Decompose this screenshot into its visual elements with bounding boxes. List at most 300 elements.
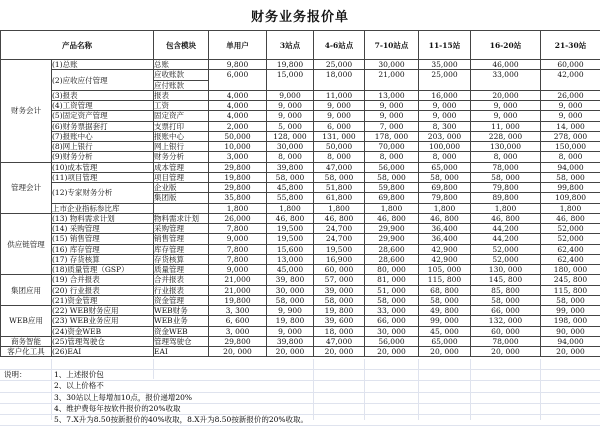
module-name: 合并报表 [154, 275, 209, 285]
table-row [1, 162, 600, 172]
price-cell: 62,400 [541, 244, 600, 254]
table-row [1, 285, 600, 295]
price-cell: 44,200 [471, 234, 541, 244]
price-cell: 109,800 [541, 193, 600, 203]
table-row [1, 244, 600, 254]
price-cell: 20, 000 [314, 347, 365, 357]
price-cell: 89,800 [471, 193, 541, 203]
module-name: 网上银行 [154, 142, 209, 152]
price-cell: 9, 900 [267, 306, 314, 316]
price-cell: 79,800 [419, 193, 471, 203]
module-name [154, 203, 209, 213]
product-name: (6)财务票据套打 [52, 121, 154, 131]
note-row-3 [0, 393, 600, 404]
header-7-10-sites: 7-10站点 [365, 31, 419, 60]
price-cell: 15,600 [267, 244, 314, 254]
table-row [1, 203, 600, 213]
table-row [1, 183, 600, 193]
price-cell: 90, 000 [541, 326, 600, 336]
price-cell: 18,000 [314, 70, 365, 91]
group-supply: 供应链管理 [1, 213, 52, 275]
price-cell: 13,000 [365, 90, 419, 100]
price-cell: 35,800 [209, 193, 267, 203]
table-row [1, 224, 600, 234]
price-cell: 46, 800 [267, 213, 314, 223]
price-cell: 61,800 [314, 193, 365, 203]
module-name: WEB业务 [154, 316, 209, 326]
price-cell: 9, 000 [419, 111, 471, 121]
price-cell: 50,000 [314, 142, 365, 152]
price-cell: 78,000 [471, 162, 541, 172]
price-cell: 7, 000 [365, 121, 419, 131]
price-cell: 19,500 [314, 244, 365, 254]
product-name: (13) 物料需求计划 [52, 213, 154, 223]
price-cell: 28,600 [365, 254, 419, 264]
title-row [0, 0, 600, 31]
price-cell: 99, 000 [419, 316, 471, 326]
product-name: (14) 采购管理 [52, 224, 154, 234]
header-product-name: 产品名称 [1, 31, 154, 60]
header-16-20-sites: 16-20站 [471, 31, 541, 60]
price-cell: 20, 000 [209, 347, 267, 357]
price-cell: 58, 000 [471, 295, 541, 305]
price-cell: 16,900 [314, 254, 365, 264]
table-row [1, 316, 600, 326]
price-cell: 178, 000 [365, 131, 419, 141]
price-cell: 1,800 [209, 203, 267, 213]
price-cell: 131, 000 [314, 131, 365, 141]
product-name: (1)总账 [52, 60, 154, 70]
product-name: (17) 存货核算 [52, 254, 154, 264]
price-cell: 29,900 [365, 234, 419, 244]
product-name: (2)应收应付管理 [52, 70, 154, 91]
price-cell: 60, 000 [471, 326, 541, 336]
product-name: 上市企业指标参比库 [52, 203, 154, 213]
note-blank-row [0, 359, 600, 370]
price-cell: 8, 000 [471, 152, 541, 162]
price-cell: 58, 000 [267, 295, 314, 305]
group-finance: 财务会计 [1, 60, 52, 163]
product-name: (21)资金管理 [52, 295, 154, 305]
table-row [1, 111, 600, 121]
grid-line [364, 359, 365, 420]
grid-line [313, 359, 314, 420]
price-cell: 36,400 [419, 224, 471, 234]
price-cell: 58, 000 [314, 295, 365, 305]
price-cell: 9,800 [209, 60, 267, 70]
table-row [1, 121, 600, 131]
price-cell: 62,400 [541, 254, 600, 264]
price-cell: 4,000 [209, 90, 267, 100]
grid-line [470, 359, 471, 420]
price-cell: 8, 000 [541, 152, 600, 162]
price-cell: 39, 600 [314, 316, 365, 326]
price-cell: 128, 000 [267, 131, 314, 141]
price-cell: 45,800 [267, 183, 314, 193]
product-name: (26)EAI [52, 347, 154, 357]
price-cell: 46, 800 [419, 213, 471, 223]
module-name: 应付账款 [154, 80, 209, 90]
price-cell: 9,000 [267, 90, 314, 100]
price-cell: 19, 800 [267, 316, 314, 326]
price-cell: 2,000 [209, 121, 267, 131]
table-row [1, 152, 600, 162]
price-cell: 29,800 [209, 162, 267, 172]
grid-line [540, 359, 541, 420]
product-name: (22) WEB财务应用 [52, 306, 154, 316]
price-cell: 8, 000 [365, 152, 419, 162]
module-name: 集团版 [154, 193, 209, 203]
price-cell: 51,800 [314, 183, 365, 193]
price-cell: 30,000 [267, 142, 314, 152]
price-cell: 30,000 [365, 60, 419, 70]
price-cell: 39,800 [267, 336, 314, 346]
price-cell: 115, 800 [419, 275, 471, 285]
price-cell: 9, 000 [314, 101, 365, 111]
price-cell: 180, 000 [541, 265, 600, 275]
price-cell: 9, 000 [365, 111, 419, 121]
price-cell: 6,000 [209, 70, 267, 91]
price-cell: 66, 000 [365, 316, 419, 326]
table-row [1, 234, 600, 244]
price-cell: 46, 800 [471, 213, 541, 223]
price-cell: 105, 000 [419, 265, 471, 275]
table-row [1, 101, 600, 111]
product-name: (9)财务分析 [52, 152, 154, 162]
price-cell: 58, 000 [541, 295, 600, 305]
table-row [1, 60, 600, 70]
price-cell: 28,600 [365, 244, 419, 254]
price-cell: 5, 000 [267, 121, 314, 131]
price-cell: 19,500 [267, 224, 314, 234]
group-group_app: 集团应用 [1, 275, 52, 306]
price-cell: 51, 000 [365, 285, 419, 295]
price-cell: 130, 000 [471, 265, 541, 275]
module-name: 总账 [154, 60, 209, 70]
price-cell: 99,800 [541, 183, 600, 193]
module-name: EAI [154, 347, 209, 357]
price-cell: 52,000 [541, 224, 600, 234]
price-cell: 80, 000 [365, 265, 419, 275]
price-cell: 10,000 [209, 142, 267, 152]
page-title: 财务业务报价单 [250, 9, 349, 25]
price-cell: 46, 800 [541, 213, 600, 223]
price-cell: 42,900 [419, 244, 471, 254]
price-cell: 29,900 [365, 224, 419, 234]
price-cell: 20, 000 [419, 347, 471, 357]
price-cell: 3,000 [209, 152, 267, 162]
module-name: 项目管理 [154, 172, 209, 182]
module-name: 固定资产 [154, 111, 209, 121]
grid-line [418, 359, 419, 420]
note-item: 3、30站以上每增加10点，报价递增20% [54, 392, 193, 402]
price-cell: 30, 000 [267, 285, 314, 295]
price-cell: 21,000 [365, 70, 419, 91]
product-name: (7)报账中心 [52, 131, 154, 141]
price-cell: 145, 800 [471, 275, 541, 285]
module-name: 资金管理 [154, 295, 209, 305]
price-cell: 9, 000 [419, 101, 471, 111]
price-cell: 130,000 [471, 142, 541, 152]
price-cell: 11, 000 [471, 121, 541, 131]
price-cell: 20, 000 [471, 347, 541, 357]
price-cell: 42,000 [541, 70, 600, 91]
price-cell: 6, 600 [209, 316, 267, 326]
price-cell: 9, 000 [314, 111, 365, 121]
product-name: (12)专家财务分析 [52, 183, 154, 204]
price-cell: 46, 800 [365, 213, 419, 223]
price-cell: 58, 000 [365, 295, 419, 305]
module-name: 报账中心 [154, 131, 209, 141]
table-row [1, 254, 600, 264]
table-row [1, 90, 600, 100]
price-cell: 52,000 [541, 234, 600, 244]
table-row [1, 70, 600, 80]
price-cell: 29,800 [209, 336, 267, 346]
price-cell: 278, 000 [541, 131, 600, 141]
price-cell: 20,000 [471, 90, 541, 100]
price-cell: 94,000 [541, 336, 600, 346]
price-cell: 57, 000 [314, 275, 365, 285]
price-cell: 69,800 [365, 193, 419, 203]
grid-line [153, 359, 154, 379]
header-single-user: 单用户 [209, 31, 267, 60]
price-cell: 19, 800 [314, 306, 365, 316]
price-cell: 56,000 [365, 162, 419, 172]
price-cell: 19,500 [267, 234, 314, 244]
price-cell: 44,200 [471, 224, 541, 234]
price-cell: 1,800 [541, 203, 600, 213]
price-cell: 59,800 [365, 183, 419, 193]
price-cell: 35,000 [419, 60, 471, 70]
price-cell: 1,800 [267, 203, 314, 213]
product-name: (16) 库存管理 [52, 244, 154, 254]
price-cell: 9, 000 [267, 101, 314, 111]
price-cell: 1,800 [419, 203, 471, 213]
price-cell: 9, 000 [541, 101, 600, 111]
product-name: (11)项目管理 [52, 172, 154, 182]
price-cell: 9, 000 [471, 101, 541, 111]
price-cell: 65,000 [419, 162, 471, 172]
price-cell: 33,000 [471, 70, 541, 91]
price-cell: 9, 000 [365, 101, 419, 111]
price-cell: 20, 000 [267, 347, 314, 357]
price-cell: 132, 000 [471, 316, 541, 326]
price-cell: 8, 300 [419, 121, 471, 131]
price-cell: 26,000 [541, 90, 600, 100]
notes-label: 说明： [4, 370, 27, 380]
price-cell: 19,800 [209, 172, 267, 182]
header-row [1, 31, 600, 60]
price-cell: 16,000 [419, 90, 471, 100]
module-name: 企业版 [154, 183, 209, 193]
price-cell: 21,000 [209, 275, 267, 285]
header-21-30-sites: 21-30站 [541, 31, 600, 60]
price-cell: 14, 000 [541, 121, 600, 131]
price-cell: 20, 000 [541, 347, 600, 357]
module-name: 支票打印 [154, 121, 209, 131]
price-cell: 42,900 [419, 254, 471, 264]
price-cell: 9, 000 [267, 326, 314, 336]
product-name: (18)质量管理（GSP） [52, 265, 154, 275]
price-cell: 26,000 [209, 213, 267, 223]
price-cell: 49, 800 [419, 306, 471, 316]
module-name: 存货核算 [154, 254, 209, 264]
note-item: 5、7.X升为8.50按新报价的40%收取，8.X升为8.50按新报价的20%收取。 [54, 414, 308, 424]
price-cell: 9, 000 [541, 111, 600, 121]
table-row [1, 131, 600, 141]
module-name: 成本管理 [154, 162, 209, 172]
product-name: (8)网上银行 [52, 142, 154, 152]
header-3-sites: 3站点 [267, 31, 314, 60]
note-row-4 [0, 404, 600, 415]
table-row [1, 326, 600, 336]
price-cell: 100,000 [419, 142, 471, 152]
price-cell: 58, 000 [365, 172, 419, 182]
table-row [1, 172, 600, 182]
price-cell: 94,000 [541, 162, 600, 172]
group-custom: 客户化工具 [1, 347, 52, 357]
price-cell: 58, 000 [471, 172, 541, 182]
table-body [1, 60, 600, 357]
group-bi: 商务智能 [1, 336, 52, 346]
table-row [1, 347, 600, 357]
price-cell: 58, 000 [419, 295, 471, 305]
price-cell: 30, 000 [365, 326, 419, 336]
note-item: 1、上述报价包 [54, 370, 104, 380]
note-row-5 [0, 415, 600, 426]
price-cell: 58, 000 [267, 172, 314, 182]
price-cell: 52,000 [471, 254, 541, 264]
note-item: 2、以上价格不 [54, 381, 104, 391]
price-cell: 6, 000 [314, 121, 365, 131]
price-cell: 36,400 [419, 234, 471, 244]
module-name: 销售管理 [154, 234, 209, 244]
price-cell: 70,000 [365, 142, 419, 152]
price-cell: 50,000 [209, 131, 267, 141]
price-cell: 15,000 [267, 70, 314, 91]
product-name: (10)成本管理 [52, 162, 154, 172]
table-row [1, 265, 600, 275]
price-cell: 24,700 [314, 224, 365, 234]
table-row [1, 306, 600, 316]
price-cell: 7,800 [209, 254, 267, 264]
price-cell: 45, 000 [419, 326, 471, 336]
price-cell: 99, 000 [541, 306, 600, 316]
price-cell: 60, 000 [314, 265, 365, 275]
price-cell: 11,000 [314, 90, 365, 100]
product-name: (19) 合并报表 [52, 275, 154, 285]
price-table [0, 30, 600, 357]
price-cell: 7,800 [209, 244, 267, 254]
price-cell: 1,800 [471, 203, 541, 213]
price-cell: 18, 000 [314, 326, 365, 336]
price-cell: 65,000 [419, 336, 471, 346]
price-cell: 29,800 [209, 183, 267, 193]
module-name: 财务分析 [154, 152, 209, 162]
price-cell: 4,000 [209, 101, 267, 111]
product-name: (3)报表 [52, 90, 154, 100]
price-cell: 60,000 [541, 60, 600, 70]
price-cell: 245, 800 [541, 275, 600, 285]
price-cell: 39, 800 [267, 275, 314, 285]
price-cell: 3, 000 [209, 326, 267, 336]
price-cell: 56,000 [365, 336, 419, 346]
price-cell: 45,000 [267, 265, 314, 275]
module-name: WEB财务 [154, 306, 209, 316]
module-name: 管理驾驶仓 [154, 336, 209, 346]
product-name: (15) 销售管理 [52, 234, 154, 244]
module-name: 应收账款 [154, 70, 209, 80]
price-cell: 58, 000 [419, 172, 471, 182]
table-row [1, 275, 600, 285]
price-cell: 66, 000 [471, 306, 541, 316]
table-row [1, 295, 600, 305]
price-cell: 55,800 [267, 193, 314, 203]
price-cell: 9, 000 [471, 111, 541, 121]
module-name: 物料需求计划 [154, 213, 209, 223]
price-cell: 25,000 [314, 60, 365, 70]
price-cell: 13,000 [267, 254, 314, 264]
price-cell: 46,000 [471, 60, 541, 70]
price-cell: 20, 000 [365, 347, 419, 357]
price-cell: 9,000 [209, 265, 267, 275]
price-cell: 39, 000 [314, 285, 365, 295]
table-row [1, 336, 600, 346]
price-cell: 7,800 [209, 224, 267, 234]
header-11-15-sites: 11-15站 [419, 31, 471, 60]
module-name: 采购管理 [154, 224, 209, 234]
price-cell: 9, 000 [267, 111, 314, 121]
price-cell: 19,800 [267, 60, 314, 70]
group-mgmt: 管理会计 [1, 162, 52, 213]
module-name: 报表 [154, 90, 209, 100]
price-cell: 21,000 [209, 285, 267, 295]
table-row [1, 213, 600, 223]
price-cell: 8, 000 [314, 152, 365, 162]
module-name: 行业报表 [154, 285, 209, 295]
price-cell: 203, 000 [419, 131, 471, 141]
price-cell: 68, 800 [419, 285, 471, 295]
product-name: (24)资金WEB [52, 326, 154, 336]
product-name: (4)工资管理 [52, 101, 154, 111]
table-row [1, 142, 600, 152]
header-4-6-sites: 4-6站点 [314, 31, 365, 60]
price-cell: 79,800 [471, 183, 541, 193]
price-cell: 78,000 [471, 336, 541, 346]
price-cell: 58, 000 [541, 172, 600, 182]
module-name: 库存管理 [154, 244, 209, 254]
product-name: (23) WEB业务应用 [52, 316, 154, 326]
price-cell: 150,000 [541, 142, 600, 152]
grid-line [51, 359, 52, 420]
price-cell: 85, 800 [471, 285, 541, 295]
price-cell: 47,000 [314, 162, 365, 172]
price-cell: 1,800 [365, 203, 419, 213]
price-cell: 8, 000 [267, 152, 314, 162]
note-row-1 [0, 370, 600, 381]
notes-section [0, 359, 600, 426]
note-item: 4、维护费每年按软件报价的20%收取 [54, 403, 181, 413]
price-cell: 24,700 [314, 234, 365, 244]
module-name: 资金WEB [154, 326, 209, 336]
price-cell: 115, 800 [541, 285, 600, 295]
product-name: (20) 行业报表 [52, 285, 154, 295]
price-cell: 19,800 [209, 295, 267, 305]
price-cell: 69,800 [419, 183, 471, 193]
product-name: (25)管理驾驶仓 [52, 336, 154, 346]
group-web: WEB应用 [1, 306, 52, 337]
